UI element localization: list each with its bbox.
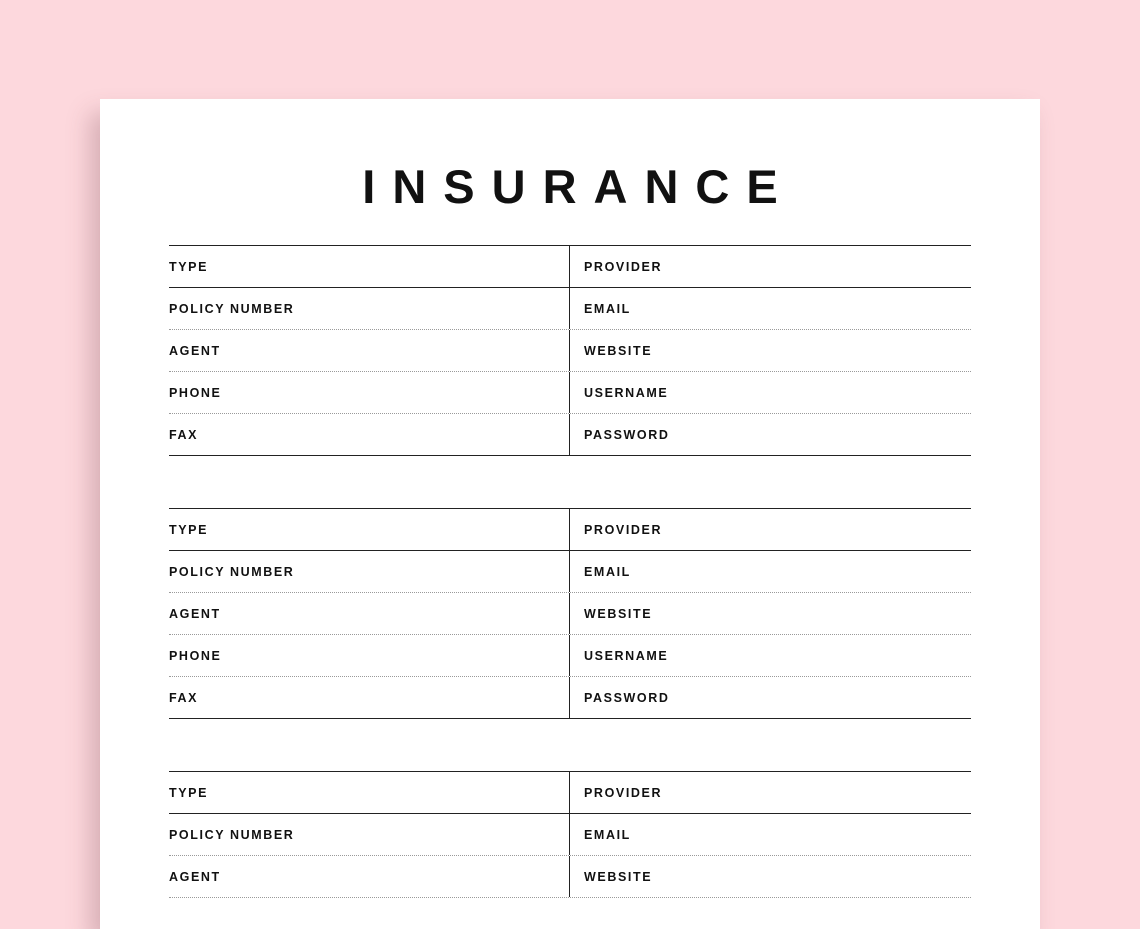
field-label-type: TYPE bbox=[169, 509, 570, 550]
record-row-fax-password bbox=[169, 414, 971, 456]
insurance-record-1 bbox=[169, 245, 971, 456]
field-label-password: PASSWORD bbox=[584, 690, 670, 705]
field-label-email: EMAIL bbox=[584, 301, 631, 316]
field-label-policy-number: POLICY NUMBER bbox=[169, 814, 570, 855]
field-label-email: EMAIL bbox=[584, 827, 631, 842]
field-label-provider: PROVIDER bbox=[584, 522, 663, 537]
record-row-phone-username bbox=[169, 635, 971, 677]
field-label-username: USERNAME bbox=[584, 385, 669, 400]
field-label-website: WEBSITE bbox=[584, 606, 653, 621]
field-label-type: TYPE bbox=[169, 772, 570, 813]
field-label-fax: FAX bbox=[169, 414, 570, 455]
field-label-website: WEBSITE bbox=[584, 343, 653, 358]
field-label-agent: AGENT bbox=[169, 856, 570, 897]
insurance-record-2 bbox=[169, 508, 971, 719]
insurance-record-3 bbox=[169, 771, 971, 898]
record-row-policy-email bbox=[169, 814, 971, 856]
field-label-email: EMAIL bbox=[584, 564, 631, 579]
page-title: INSURANCE bbox=[362, 160, 795, 213]
record-row-policy-email bbox=[169, 288, 971, 330]
field-label-provider: PROVIDER bbox=[584, 785, 663, 800]
field-label-policy-number: POLICY NUMBER bbox=[169, 551, 570, 592]
field-label-policy-number: POLICY NUMBER bbox=[169, 288, 570, 329]
record-row-type-provider bbox=[169, 246, 971, 288]
record-row-phone-username bbox=[169, 372, 971, 414]
field-label-password: PASSWORD bbox=[584, 427, 670, 442]
record-row-fax-password bbox=[169, 677, 971, 719]
record-row-type-provider bbox=[169, 772, 971, 814]
record-row-agent-website bbox=[169, 330, 971, 372]
field-label-type: TYPE bbox=[169, 246, 570, 287]
field-label-website: WEBSITE bbox=[584, 869, 653, 884]
field-label-agent: AGENT bbox=[169, 593, 570, 634]
record-row-agent-website bbox=[169, 593, 971, 635]
record-row-agent-website bbox=[169, 856, 971, 898]
record-row-type-provider bbox=[169, 509, 971, 551]
field-label-provider: PROVIDER bbox=[584, 259, 663, 274]
record-row-policy-email bbox=[169, 551, 971, 593]
field-label-phone: PHONE bbox=[169, 635, 570, 676]
field-label-phone: PHONE bbox=[169, 372, 570, 413]
field-label-username: USERNAME bbox=[584, 648, 669, 663]
field-label-agent: AGENT bbox=[169, 330, 570, 371]
field-label-fax: FAX bbox=[169, 677, 570, 718]
